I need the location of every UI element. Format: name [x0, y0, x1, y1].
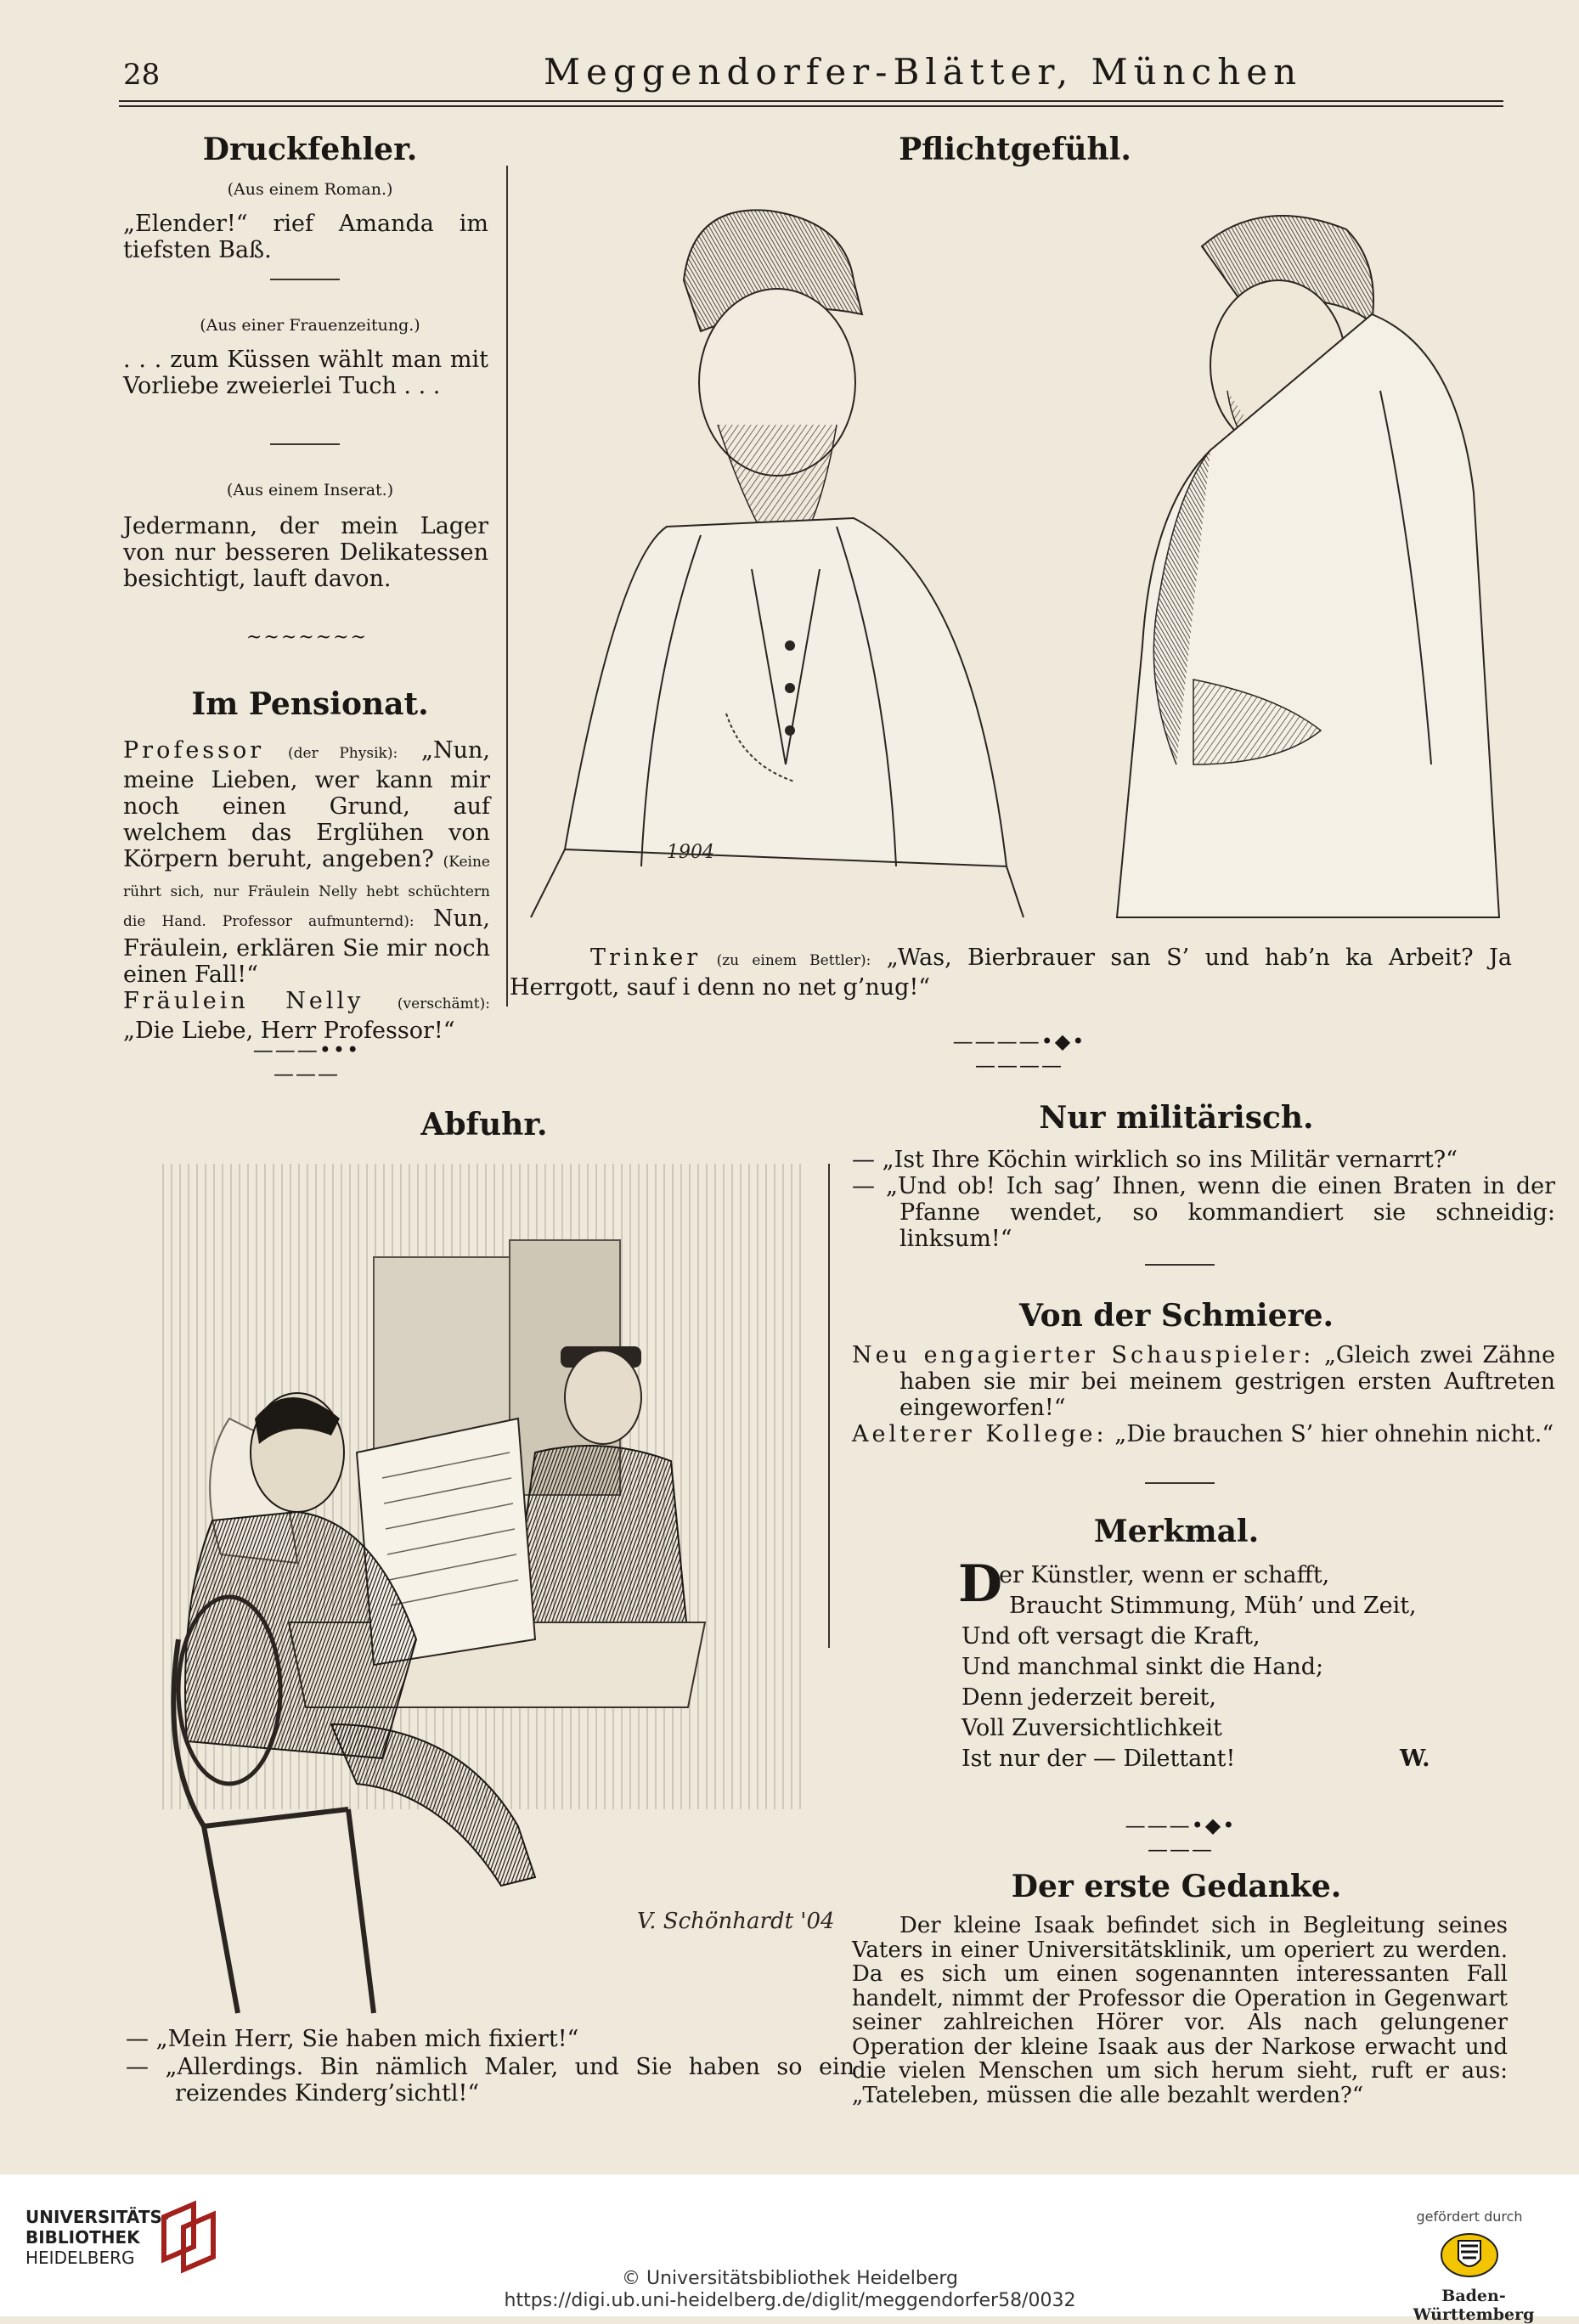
abfuhr-line-1: — „Mein Herr, Sie haben mich fixiert!“: [126, 2026, 579, 2052]
abfuhr-line-2: — „Allerdings. Bin nämlich Maler, und Sie haben so ein reizendes Kinderg’sichtl!“: [126, 2054, 854, 2107]
poem-line: Voll Zuversichtlichkeit: [961, 1715, 1222, 1741]
gedanke-text: Der kleine Isaak befindet sich in Begleitung seines Vaters in einer Universitätsklinik, um operiert zu werden. Da es sich um einen sogenannten interessanten Fall handelt, nimmt der Professor die Operation in Gegenwart seiner zahlreichen Hörer vor. Als nach gelungener Operation der kleine Isaak aus der Narkose erwacht und die vielen Menschen um sich herum sieht, ruft er aus: „Tateleben, müssen die alle bezahlt werden?“: [852, 1913, 1508, 2108]
pensionat-title: Im Pensionat.: [191, 686, 429, 722]
dialog-line: „Gleich zwei Zähne haben sie mir bei meinem gestrigen ersten Auftreten eingeworfen!“: [899, 1342, 1556, 1421]
ornament-rule: ———•••———: [252, 1038, 361, 1086]
divider: [270, 443, 340, 445]
illustration-drinker-beggar: [531, 170, 1508, 917]
divider: [1145, 1264, 1215, 1266]
druckfehler-text-2: . . . zum Küssen wählt man mit Vorliebe zweierlei Tuch . . .: [123, 347, 488, 399]
dialog-line: „Die Liebe, Herr Professor!“: [123, 1018, 455, 1044]
gedanke-title: Der erste Gedanke.: [1011, 1869, 1342, 1904]
pflichtgefuehl-caption: [510, 945, 1512, 1001]
speaker-note: (verschämt):: [397, 996, 490, 1013]
header-rule-thin: [119, 105, 1503, 107]
poem-line: Braucht Stimmung, Müh’ und Zeit,: [1009, 1593, 1417, 1619]
magazine-title: Meggendorfer-Blätter, München: [544, 51, 1303, 93]
dialog-line: „Nun, meine Lieben, wer kann mir noch einen Grund, auf welchem das Erglühen von Körpern beruht, angeben?: [123, 737, 490, 872]
illustration-signature: V. Schönhardt '04: [637, 1909, 835, 1934]
speaker-note: (der Physik):: [288, 745, 398, 762]
divider: [270, 279, 340, 280]
schmiere-line-2: [852, 1421, 1555, 1447]
dialog-line: „Die brauchen S’ hier ohnehin nicht.“: [1114, 1421, 1554, 1447]
ornament-rule: ———•◆•———: [1125, 1814, 1237, 1861]
ornament-rule: ————•◆•————: [952, 1029, 1086, 1077]
column-divider-top: [506, 166, 508, 1007]
page-number: 28: [123, 58, 161, 92]
militaerisch-line-2: — „Und ob! Ich sag’ Ihnen, wenn die einen Braten in der Pfanne wendet, so kommandiert sie schneidig: linksum!“: [852, 1173, 1555, 1252]
speaker-note: (zu einem Bettler):: [716, 952, 871, 969]
poem-line: Ist nur der — Dilettant!: [961, 1746, 1236, 1772]
poem-signature: W.: [1400, 1746, 1430, 1772]
speaker-kollege: Aelterer Kollege:: [852, 1421, 1108, 1447]
library-name: [25, 2207, 170, 2268]
schmiere-title: Von der Schmiere.: [1018, 1298, 1334, 1334]
engraving-two-men: [531, 170, 1508, 917]
header-rule: [119, 100, 1503, 102]
abfuhr-title: Abfuhr.: [420, 1107, 548, 1142]
dialog-line: „Was, Bierbrauer san S’ und hab’n ka Arbeit? Ja Herrgott, sauf i denn no net g’nug!“: [510, 945, 1512, 1001]
illustration-signature: 1904: [667, 842, 714, 863]
militaerisch-title: Nur militärisch.: [1039, 1100, 1314, 1136]
speaker-nelly: Fräulein Nelly: [123, 988, 364, 1014]
digitization-footer: [0, 2175, 1579, 2324]
pensionat-text: [123, 737, 490, 1044]
speaker-schauspieler: Neu engagierter Schauspieler:: [852, 1342, 1315, 1368]
copyright: © Universitätsbibliothek Heidelberg: [621, 2268, 958, 2289]
funded-by-label: gefördert durch: [1416, 2208, 1523, 2225]
druckfehler-text-1: „Elender!“ rief Amanda im tiefsten Baß.: [123, 211, 488, 263]
merkmal-title: Merkmal.: [1093, 1514, 1260, 1549]
druckfehler-source-1: (Aus einem Roman.): [227, 180, 393, 199]
pflichtgefuehl-title: Pflichtgefühl.: [899, 132, 1131, 167]
poem-line: Und oft versagt die Kraft,: [961, 1623, 1260, 1650]
library-line: UNIVERSITÄTS-: [25, 2207, 170, 2227]
speaker-professor: Professor: [123, 737, 265, 764]
dropcap: D: [958, 1554, 1003, 1614]
column-divider-bottom: [828, 1164, 830, 1648]
druckfehler-title: Druckfehler.: [202, 132, 418, 167]
speaker-trinker: Trinker: [590, 945, 702, 971]
druckfehler-source-2: (Aus einer Frauenzeitung.): [200, 316, 420, 335]
druckfehler-source-3: (Aus einem Inserat.): [226, 481, 394, 499]
library-logo-icon: [160, 2200, 219, 2275]
ornament-wave: ~~~~~~~: [246, 627, 369, 648]
druckfehler-text-3: Jedermann, der mein Lager von nur besseren Delikatessen besichtigt, lauft davon.: [123, 513, 488, 592]
permalink[interactable]: https://digi.ub.uni-heidelberg.de/diglit/meggendorfer58/0032: [504, 2290, 1076, 2311]
dialog-line: Nun, Fräulein, erklären Sie mir noch einen Fall!“: [123, 905, 490, 988]
library-line: BIBLIOTHEK: [25, 2227, 140, 2248]
divider: [1145, 1482, 1215, 1484]
poem-line: Denn jederzeit bereit,: [961, 1684, 1216, 1711]
library-line: HEIDELBERG: [25, 2248, 135, 2268]
illustration-painter-and-boy: [161, 1164, 835, 2022]
stage-direction: (Keine rührt sich, nur Fräulein Nelly hebt schüchtern die Hand. Professor aufmunternd):: [123, 854, 490, 930]
poem-line: Und manchmal sinkt die Hand;: [961, 1654, 1324, 1680]
drawing-cafe-scene: [161, 1164, 835, 2022]
schmiere-line-1: [852, 1342, 1555, 1421]
militaerisch-line-1: — „Ist Ihre Köchin wirklich so ins Militär vernarrt?“: [852, 1147, 1458, 1173]
state-coat-of-arms-icon: [1440, 2232, 1499, 2278]
state-name: Baden-Württemberg: [1413, 2287, 1535, 2324]
poem-line: er Künstler, wenn er schafft,: [999, 1562, 1330, 1588]
